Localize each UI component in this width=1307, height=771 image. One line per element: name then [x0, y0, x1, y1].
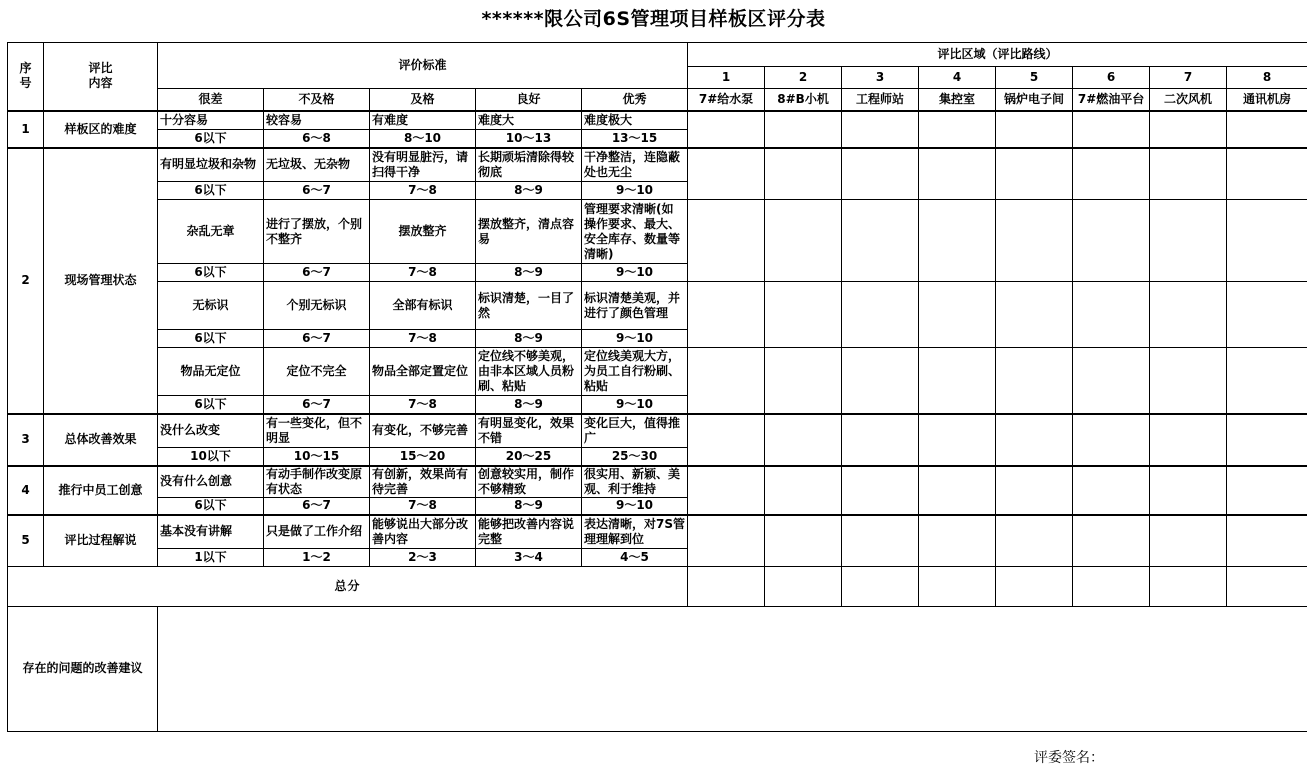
score-input-cell[interactable] — [1150, 148, 1227, 200]
score-range-cell: 8～9 — [476, 264, 582, 282]
criteria-cell: 物品无定位 — [158, 348, 264, 396]
criteria-cell: 表达清晰，对7S管理理解到位 — [582, 515, 688, 548]
criteria-cell: 有明显变化，效果不错 — [476, 414, 582, 448]
suggestion-label: 存在的问题的改善建议 — [8, 606, 158, 731]
criteria-cell: 基本没有讲解 — [158, 515, 264, 548]
criteria-cell: 标识清楚，一目了然 — [476, 282, 582, 330]
criteria-cell: 只是做了工作介绍 — [264, 515, 370, 548]
score-range-cell: 6～7 — [264, 182, 370, 200]
page-title: ******限公司6S管理项目样板区评分表 — [481, 8, 826, 30]
criteria-cell: 有变化，不够完善 — [370, 414, 476, 448]
criteria-cell: 个别无标识 — [264, 282, 370, 330]
area-name: 锅炉电子间 — [996, 89, 1073, 111]
score-input-cell[interactable] — [842, 200, 919, 282]
area-number: 1 — [688, 67, 765, 89]
header-item: 评比 内容 — [44, 43, 158, 111]
score-range-cell: 8～9 — [476, 182, 582, 200]
score-range-cell: 7～8 — [370, 264, 476, 282]
score-input-cell[interactable] — [1227, 466, 1307, 516]
score-input-cell[interactable] — [996, 111, 1073, 148]
score-input-cell[interactable] — [688, 348, 765, 414]
score-input-cell[interactable] — [842, 282, 919, 348]
score-input-cell[interactable] — [919, 515, 996, 566]
score-range-cell: 9～10 — [582, 396, 688, 414]
score-input-cell[interactable] — [1073, 466, 1150, 516]
score-range-cell: 4～5 — [582, 548, 688, 566]
area-name: 通讯机房 — [1227, 89, 1307, 111]
score-input-cell[interactable] — [765, 466, 842, 516]
signature-label: 评委签名： — [1034, 750, 1104, 766]
score-input-cell[interactable] — [1227, 200, 1307, 282]
score-range-cell: 20～25 — [476, 448, 582, 466]
score-range-cell: 6以下 — [158, 330, 264, 348]
score-input-cell[interactable] — [842, 348, 919, 414]
score-input-cell[interactable] — [1150, 348, 1227, 414]
score-range-cell: 10～13 — [476, 130, 582, 148]
score-input-cell[interactable] — [688, 414, 765, 466]
score-range-cell: 25～30 — [582, 448, 688, 466]
criteria-cell: 全部有标识 — [370, 282, 476, 330]
header-area: 评比区域（评比路线） — [688, 43, 1307, 67]
criteria-cell: 长期顽垢清除得较彻底 — [476, 148, 582, 182]
header-criteria: 评价标准 — [158, 43, 688, 89]
score-input-cell[interactable] — [1227, 348, 1307, 414]
area-number: 3 — [842, 67, 919, 89]
criteria-cell: 无标识 — [158, 282, 264, 330]
total-input-cell[interactable] — [765, 566, 842, 606]
score-input-cell[interactable] — [919, 466, 996, 516]
criteria-cell: 有动手制作改变原有状态 — [264, 466, 370, 498]
score-range-cell: 7～8 — [370, 330, 476, 348]
area-number: 8 — [1227, 67, 1307, 89]
score-input-cell[interactable] — [1150, 515, 1227, 566]
score-input-cell[interactable] — [1227, 414, 1307, 466]
score-range-cell: 9～10 — [582, 497, 688, 515]
score-input-cell[interactable] — [1073, 111, 1150, 148]
criteria-cell: 没有明显脏污，请扫得干净 — [370, 148, 476, 182]
area-name: 7#给水泵 — [688, 89, 765, 111]
criteria-cell: 创意较实用，制作不够精致 — [476, 466, 582, 498]
score-range-cell: 8～9 — [476, 330, 582, 348]
score-input-cell[interactable] — [765, 348, 842, 414]
score-range-cell: 6～7 — [264, 330, 370, 348]
criteria-cell: 摆放整齐，清点容易 — [476, 200, 582, 264]
suggestion-row — [8, 606, 1307, 731]
criteria-cell: 定位线不够美观，由非本区域人员粉刷、粘贴 — [476, 348, 582, 396]
criteria-cell: 管理要求清晰(如操作要求、最大、安全库存、数量等清晰) — [582, 200, 688, 264]
criteria-row — [8, 466, 1307, 498]
score-input-cell[interactable] — [996, 414, 1073, 466]
area-number: 2 — [765, 67, 842, 89]
score-range-cell: 8～9 — [476, 497, 582, 515]
score-range-cell: 8～10 — [370, 130, 476, 148]
score-range-cell: 6以下 — [158, 497, 264, 515]
score-range-cell: 1以下 — [158, 548, 264, 566]
score-range-cell: 9～10 — [582, 330, 688, 348]
total-input-cell[interactable] — [688, 566, 765, 606]
level-header: 优秀 — [582, 89, 688, 111]
score-input-cell[interactable] — [765, 200, 842, 282]
item-name: 总体改善效果 — [44, 414, 158, 466]
criteria-cell: 摆放整齐 — [370, 200, 476, 264]
score-range-cell: 2～3 — [370, 548, 476, 566]
item-name: 评比过程解说 — [44, 515, 158, 566]
score-range-cell: 9～10 — [582, 182, 688, 200]
score-input-cell[interactable] — [1150, 414, 1227, 466]
total-input-cell[interactable] — [1227, 566, 1307, 606]
total-input-cell[interactable] — [1150, 566, 1227, 606]
item-number: 3 — [8, 414, 44, 466]
criteria-cell: 没什么改变 — [158, 414, 264, 448]
score-range-cell: 6以下 — [158, 130, 264, 148]
score-input-cell[interactable] — [842, 111, 919, 148]
criteria-row — [8, 111, 1307, 130]
score-input-cell[interactable] — [842, 466, 919, 516]
score-input-cell[interactable] — [919, 414, 996, 466]
area-number: 4 — [919, 67, 996, 89]
score-input-cell[interactable] — [1073, 348, 1150, 414]
criteria-cell: 没有什么创意 — [158, 466, 264, 498]
score-input-cell[interactable] — [919, 200, 996, 282]
criteria-cell: 较容易 — [264, 111, 370, 130]
criteria-row — [8, 282, 1307, 330]
score-range-cell: 8～9 — [476, 396, 582, 414]
score-range-cell: 6以下 — [158, 264, 264, 282]
score-input-cell[interactable] — [1227, 111, 1307, 148]
level-header: 良好 — [476, 89, 582, 111]
criteria-row — [8, 148, 1307, 182]
score-input-cell[interactable] — [996, 282, 1073, 348]
area-name: 工程师站 — [842, 89, 919, 111]
score-input-cell[interactable] — [765, 282, 842, 348]
score-range-cell: 3～4 — [476, 548, 582, 566]
score-range-cell: 6～7 — [264, 264, 370, 282]
total-input-cell[interactable] — [996, 566, 1073, 606]
score-input-cell[interactable] — [996, 148, 1073, 200]
criteria-row — [8, 414, 1307, 448]
score-input-cell[interactable] — [1227, 282, 1307, 348]
score-input-cell[interactable] — [765, 111, 842, 148]
scoring-table — [7, 42, 1307, 732]
score-range-cell: 10～15 — [264, 448, 370, 466]
item-name: 现场管理状态 — [44, 148, 158, 414]
score-range-cell: 6以下 — [158, 396, 264, 414]
score-input-cell[interactable] — [842, 148, 919, 200]
header-seq: 序 号 — [8, 43, 44, 111]
item-number: 2 — [8, 148, 44, 414]
score-input-cell[interactable] — [688, 466, 765, 516]
score-input-cell[interactable] — [765, 515, 842, 566]
area-name: 7#燃油平台 — [1073, 89, 1150, 111]
score-input-cell[interactable] — [1073, 414, 1150, 466]
item-name: 推行中员工创意 — [44, 466, 158, 516]
criteria-cell: 有一些变化，但不明显 — [264, 414, 370, 448]
score-input-cell[interactable] — [1227, 148, 1307, 200]
criteria-cell: 标识清楚美观，并进行了颜色管理 — [582, 282, 688, 330]
total-input-cell[interactable] — [842, 566, 919, 606]
score-range-cell: 6～7 — [264, 497, 370, 515]
table-body — [8, 43, 1307, 732]
criteria-cell: 难度极大 — [582, 111, 688, 130]
total-input-cell[interactable] — [1073, 566, 1150, 606]
score-range-cell: 7～8 — [370, 497, 476, 515]
area-number: 6 — [1073, 67, 1150, 89]
score-range-cell: 1～2 — [264, 548, 370, 566]
score-range-cell: 9～10 — [582, 264, 688, 282]
criteria-cell: 十分容易 — [158, 111, 264, 130]
area-name: 8#B小机 — [765, 89, 842, 111]
score-range-cell: 13～15 — [582, 130, 688, 148]
score-range-cell: 10以下 — [158, 448, 264, 466]
score-input-cell[interactable] — [688, 282, 765, 348]
level-header: 很差 — [158, 89, 264, 111]
score-input-cell[interactable] — [765, 414, 842, 466]
item-number: 5 — [8, 515, 44, 566]
score-input-cell[interactable] — [688, 148, 765, 200]
criteria-row — [8, 348, 1307, 396]
criteria-cell: 能够说出大部分改善内容 — [370, 515, 476, 548]
criteria-cell: 定位不完全 — [264, 348, 370, 396]
total-input-cell[interactable] — [919, 566, 996, 606]
score-input-cell[interactable] — [1150, 200, 1227, 282]
score-input-cell[interactable] — [919, 111, 996, 148]
score-input-cell[interactable] — [688, 111, 765, 148]
score-range-cell: 7～8 — [370, 182, 476, 200]
score-range-cell: 6～7 — [264, 396, 370, 414]
area-number: 5 — [996, 67, 1073, 89]
item-number: 1 — [8, 111, 44, 148]
item-name: 样板区的难度 — [44, 111, 158, 148]
level-header: 及格 — [370, 89, 476, 111]
criteria-cell: 有难度 — [370, 111, 476, 130]
score-input-cell[interactable] — [765, 148, 842, 200]
score-input-cell[interactable] — [996, 515, 1073, 566]
score-input-cell[interactable] — [1150, 466, 1227, 516]
criteria-cell: 定位线美观大方，为员工自行粉刷、粘贴 — [582, 348, 688, 396]
area-number: 7 — [1150, 67, 1227, 89]
total-row — [8, 566, 1307, 606]
score-input-cell[interactable] — [1150, 111, 1227, 148]
score-range-cell: 7～8 — [370, 396, 476, 414]
criteria-cell: 有创新，效果尚有待完善 — [370, 466, 476, 498]
area-name: 二次风机 — [1150, 89, 1227, 111]
criteria-cell: 物品全部定置定位 — [370, 348, 476, 396]
score-input-cell[interactable] — [842, 414, 919, 466]
criteria-cell: 难度大 — [476, 111, 582, 130]
score-input-cell[interactable] — [996, 200, 1073, 282]
criteria-cell: 很实用、新颖、美观、利于维持 — [582, 466, 688, 498]
score-input-cell[interactable] — [1227, 515, 1307, 566]
criteria-cell: 干净整洁，连隐蔽处也无尘 — [582, 148, 688, 182]
level-header: 不及格 — [264, 89, 370, 111]
score-input-cell[interactable] — [1150, 282, 1227, 348]
score-input-cell[interactable] — [688, 515, 765, 566]
score-input-cell[interactable] — [1073, 200, 1150, 282]
criteria-cell: 进行了摆放，个别不整齐 — [264, 200, 370, 264]
criteria-row — [8, 515, 1307, 548]
score-input-cell[interactable] — [688, 200, 765, 282]
score-input-cell[interactable] — [842, 515, 919, 566]
score-input-cell[interactable] — [996, 466, 1073, 516]
score-input-cell[interactable] — [919, 148, 996, 200]
score-input-cell[interactable] — [1073, 515, 1150, 566]
score-input-cell[interactable] — [1073, 148, 1150, 200]
criteria-row — [8, 200, 1307, 264]
suggestion-input[interactable] — [158, 606, 1307, 731]
item-number: 4 — [8, 466, 44, 516]
score-input-cell[interactable] — [919, 348, 996, 414]
total-label: 总分 — [8, 566, 688, 606]
score-range-cell: 6～8 — [264, 130, 370, 148]
criteria-cell: 变化巨大，值得推广 — [582, 414, 688, 448]
score-range-cell: 15～20 — [370, 448, 476, 466]
criteria-cell: 有明显垃圾和杂物 — [158, 148, 264, 182]
level-row — [8, 89, 1307, 111]
score-input-cell[interactable] — [1073, 282, 1150, 348]
score-range-cell: 6以下 — [158, 182, 264, 200]
criteria-cell: 杂乱无章 — [158, 200, 264, 264]
score-input-cell[interactable] — [919, 282, 996, 348]
area-name: 集控室 — [919, 89, 996, 111]
score-input-cell[interactable] — [996, 348, 1073, 414]
criteria-cell: 无垃圾、无杂物 — [264, 148, 370, 182]
criteria-cell: 能够把改善内容说完整 — [476, 515, 582, 548]
